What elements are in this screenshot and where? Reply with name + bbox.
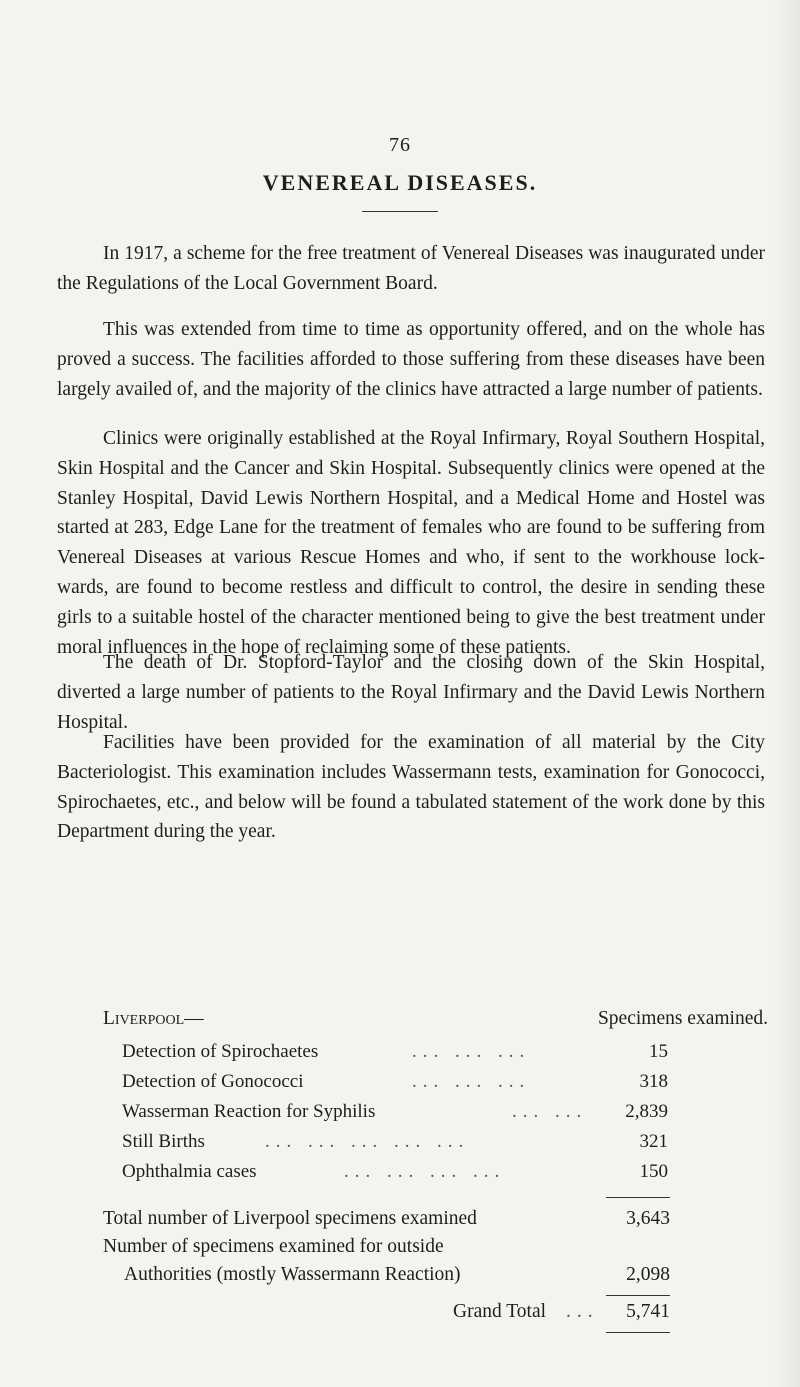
table-row [122,1101,668,1129]
outside-line-2 [124,1264,670,1292]
page-title: VENEREAL DISEASES. [262,170,538,195]
paragraph-success: This was extended from time to time as opportunity offered, and on the whole has proved a success. The facilities afforded to those suffering from these diseases have been largely availed of, and the majority of the clinics have attracted a large number of patients. [57,319,765,400]
row-label: Still Births [122,1131,205,1152]
row-label: Detection of Spirochaetes [122,1041,319,1062]
row-dots: ... ... ... ... ... [265,1131,470,1152]
row-dots: ... ... ... [412,1041,531,1062]
title-underline-rule [362,211,438,212]
grand-total-line [103,1301,670,1329]
row-value: 2,839 [625,1101,668,1122]
paragraph-facilities: Facilities have been provided for the examination of all material by the City Bacteriologist. This examination includes Wassermann tests, examination for Gonococci, Spirochaetes, etc., and below will be found a tabulated statement of the work done by this Department during the year. [57,732,765,843]
outside-label-line2: Authorities (mostly Wassermann Reaction) [124,1264,461,1285]
paragraph-intro: In 1917, a scheme for the free treatment of Venereal Diseases was inaugurated under the Regulations of the Local Government Board. [57,243,765,294]
table-row [122,1041,668,1069]
row-value: 321 [639,1131,668,1152]
row-label: Wasserman Reaction for Syphilis [122,1101,376,1122]
page-number: 76 [389,134,411,156]
page-edge-shadow [774,0,800,1387]
row-dots: ... ... [512,1101,588,1122]
total-liverpool-line [103,1208,670,1236]
table-place-heading: Liverpool— [103,1008,204,1029]
grand-total-value: 5,741 [626,1301,670,1322]
outside-line-1 [103,1236,670,1264]
table-row [122,1071,668,1099]
paragraph-death: The death of Dr. Stopford-Taylor and the closing down of the Skin Hospital, diverted a large number of patients to the Royal Infirmary and the David Lewis Northern Hospital. [57,652,765,733]
table-header [103,1008,768,1036]
row-value: 318 [639,1071,668,1092]
grand-total-bottom-rule [606,1332,670,1333]
subtotal-rule [606,1197,670,1198]
grand-total-label: Grand Total [453,1301,547,1322]
total-liverpool-value: 3,643 [626,1208,670,1229]
row-label: Detection of Gonococci [122,1071,304,1092]
outside-value: 2,098 [626,1264,670,1285]
table-row [122,1131,668,1159]
row-value: 15 [649,1041,668,1062]
row-dots: ... ... ... ... [344,1161,506,1182]
outside-label-line1: Number of specimens examined for outside [103,1236,444,1257]
grand-total-top-rule [606,1295,670,1296]
paragraph-clinics: Clinics were originally established at the Royal Infirmary, Royal Southern Hospital, Skin Hospital and the Cancer and Skin Hospital. Subsequently clinics were opened at the Stanley Hospital, David Lewis Northern Hospital, and a Medical Home and Hostel was started at 283, Edge Lane for the treatment of females who are found to be suffering from Venereal Diseases at various Rescue Homes and who, if sent to the workhouse lock-wards, are found to become restless and difficult to control, the desire in sending these girls to a suitable hostel of the character mentioned being to give the best treatment under moral influences in the hope of reclaiming some of these patients. [57,428,765,658]
table-row [122,1161,668,1189]
row-label: Ophthalmia cases [122,1161,257,1182]
total-liverpool-label: Total number of Liverpool specimens examined [103,1208,477,1229]
row-value: 150 [639,1161,668,1182]
table-column-header: Specimens examined. [597,1008,768,1029]
row-dots: ... ... ... [412,1071,531,1092]
grand-total-dots: ... [566,1301,599,1322]
